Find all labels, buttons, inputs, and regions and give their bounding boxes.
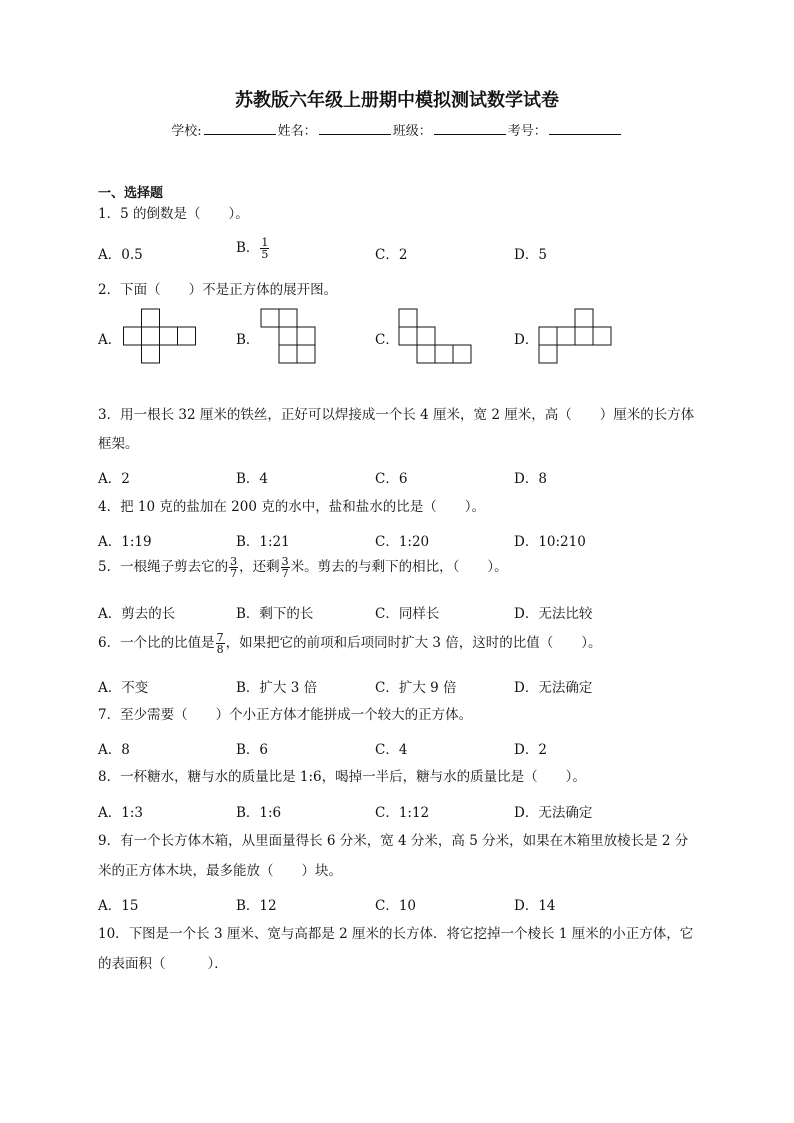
fraction [260, 237, 269, 260]
number-label: 考号： [507, 124, 547, 139]
fraction-numerator: 3 [281, 555, 289, 568]
question-7 [98, 706, 472, 724]
option-c: C．1:20 [375, 534, 430, 550]
question-8 [98, 768, 586, 786]
fraction-numerator: 3 [230, 555, 238, 568]
option-a: A． [98, 332, 122, 348]
option-a: A．0.5 [98, 247, 143, 263]
option-d: D．无法比较 [514, 606, 593, 622]
fraction-numerator: 1 [261, 236, 269, 249]
option-c: C．扩大 9 倍 [375, 680, 457, 696]
option-d: D．5 [514, 247, 547, 263]
fraction-numerator: 7 [216, 631, 224, 644]
question-text: 用一根长 32 厘米的铁丝，正好可以焊接成一个长 4 厘米，宽 2 厘米，高（ [120, 407, 572, 423]
question-9-line2 [98, 862, 342, 880]
question-text: 的表面积（ [98, 956, 166, 972]
question-text: ）。 [565, 769, 586, 785]
option-c: C．同样长 [375, 606, 440, 622]
question-text: 下图是一个长 3 厘米、宽与高都是 2 厘米的长方体．将它挖掉一个棱长 1 厘米的小正方体，它 [128, 926, 694, 942]
question-number: 10． [98, 926, 129, 942]
question-text: ）。 [487, 559, 508, 575]
option-c: C．4 [375, 742, 408, 758]
option-c: C．10 [375, 898, 417, 914]
fraction-denominator: 7 [230, 567, 238, 580]
question-text: ）块。 [301, 863, 342, 879]
option-d: D．2 [514, 742, 547, 758]
option-d: D．无法确定 [514, 680, 593, 696]
question-text: ，还剩 [239, 559, 280, 575]
option-a: A．15 [98, 898, 139, 914]
question-text: ）厘米的长方体 [599, 407, 695, 423]
question-text: ）不是正方体的展开图。 [188, 282, 338, 298]
question-text: 有一个长方体木箱，从里面量得长 6 分米，宽 4 分米，高 5 分米，如果在木箱里放棱长是 2 分 [120, 833, 689, 849]
option-a: A．1:3 [98, 805, 143, 821]
question-number: 4． [98, 499, 121, 515]
question-number: 3． [98, 407, 121, 423]
option-a: A．8 [98, 742, 130, 758]
question-text: 米的正方体木块，最多能放（ [98, 863, 274, 879]
question-text: ）。 [464, 499, 485, 515]
question-3 [98, 406, 694, 424]
name-blank [319, 122, 391, 135]
question-text: 至少需要（ [120, 707, 188, 723]
question-text: 下面（ [120, 282, 161, 298]
fraction [216, 632, 225, 655]
question-4 [98, 498, 485, 516]
question-number: 2． [98, 282, 121, 298]
option-c: C．1:12 [375, 805, 430, 821]
cube-net-a [123, 308, 199, 366]
question-text: ）。 [581, 635, 602, 651]
option-b: B．1:21 [236, 534, 290, 550]
fraction [229, 556, 238, 579]
cube-net-c [398, 308, 474, 366]
question-6 [98, 632, 602, 655]
question-text: 5 的倒数是（ [120, 206, 201, 222]
question-number: 9． [98, 833, 121, 849]
question-text: ）个小正方体才能拼成一个较大的正方体。 [215, 707, 473, 723]
student-info-line [0, 120, 794, 139]
option-d: D．14 [514, 898, 556, 914]
class-blank [434, 122, 506, 135]
class-label: 班级： [392, 124, 432, 139]
question-text: 一杯糖水，糖与水的质量比是 1:6，喝掉一半后，糖与水的质量比是（ [120, 769, 538, 785]
school-label: 学校: [171, 124, 202, 139]
fraction [281, 556, 290, 579]
option-b: B．1:6 [236, 805, 282, 821]
question-number: 7． [98, 707, 121, 723]
cube-net-d [538, 308, 616, 366]
fraction-denominator: 5 [261, 248, 269, 261]
option-label: B． [236, 240, 260, 256]
option-d: D．8 [514, 471, 547, 487]
fraction-denominator: 7 [281, 567, 289, 580]
option-b [236, 236, 270, 260]
question-text: 一个比的比值是 [120, 635, 215, 651]
question-number: 8． [98, 769, 121, 785]
option-a: A．不变 [98, 680, 149, 696]
option-b: B． [236, 332, 260, 348]
question-text: 米。剪去的与剩下的相比，（ [290, 559, 460, 575]
section-heading: 一、选择题 [98, 186, 164, 201]
option-d: D． [514, 332, 539, 348]
option-c: C． [375, 332, 399, 348]
option-a: A．2 [98, 471, 130, 487]
question-9 [98, 832, 688, 850]
question-text: 一根绳子剪去它的 [120, 559, 229, 575]
number-blank [549, 122, 621, 135]
option-a: A．1:19 [98, 534, 152, 550]
cube-net-b [260, 308, 320, 366]
question-text: ）。 [228, 206, 249, 222]
question-number: 5． [98, 559, 121, 575]
question-1 [98, 205, 249, 223]
fraction-denominator: 8 [216, 643, 224, 656]
option-b: B．6 [236, 742, 269, 758]
question-text: ，如果把它的前项和后项同时扩大 3 倍，这时的比值（ [225, 635, 554, 651]
question-number: 1． [98, 206, 121, 222]
option-c: C．6 [375, 471, 408, 487]
question-text: 把 10 克的盐加在 200 克的水中，盐和盐水的比是（ [120, 499, 437, 515]
question-3-line2: 框架。 [98, 436, 139, 452]
question-number: 6． [98, 635, 121, 651]
option-b: B．剩下的长 [236, 606, 314, 622]
question-10-line2 [98, 955, 228, 973]
question-5 [98, 556, 508, 579]
option-c: C．2 [375, 247, 408, 263]
name-label: 姓名： [277, 124, 317, 139]
option-b: B．12 [236, 898, 277, 914]
option-d: D．10:210 [514, 534, 586, 550]
option-b: B．扩大 3 倍 [236, 680, 318, 696]
question-2 [98, 281, 337, 299]
question-10 [98, 925, 693, 943]
page-title: 苏教版六年级上册期中模拟测试数学试卷 [235, 90, 559, 111]
option-b: B．4 [236, 471, 269, 487]
option-a: A．剪去的长 [98, 606, 176, 622]
school-blank [204, 122, 276, 135]
option-d: D．无法确定 [514, 805, 593, 821]
question-text: ）． [207, 956, 228, 972]
